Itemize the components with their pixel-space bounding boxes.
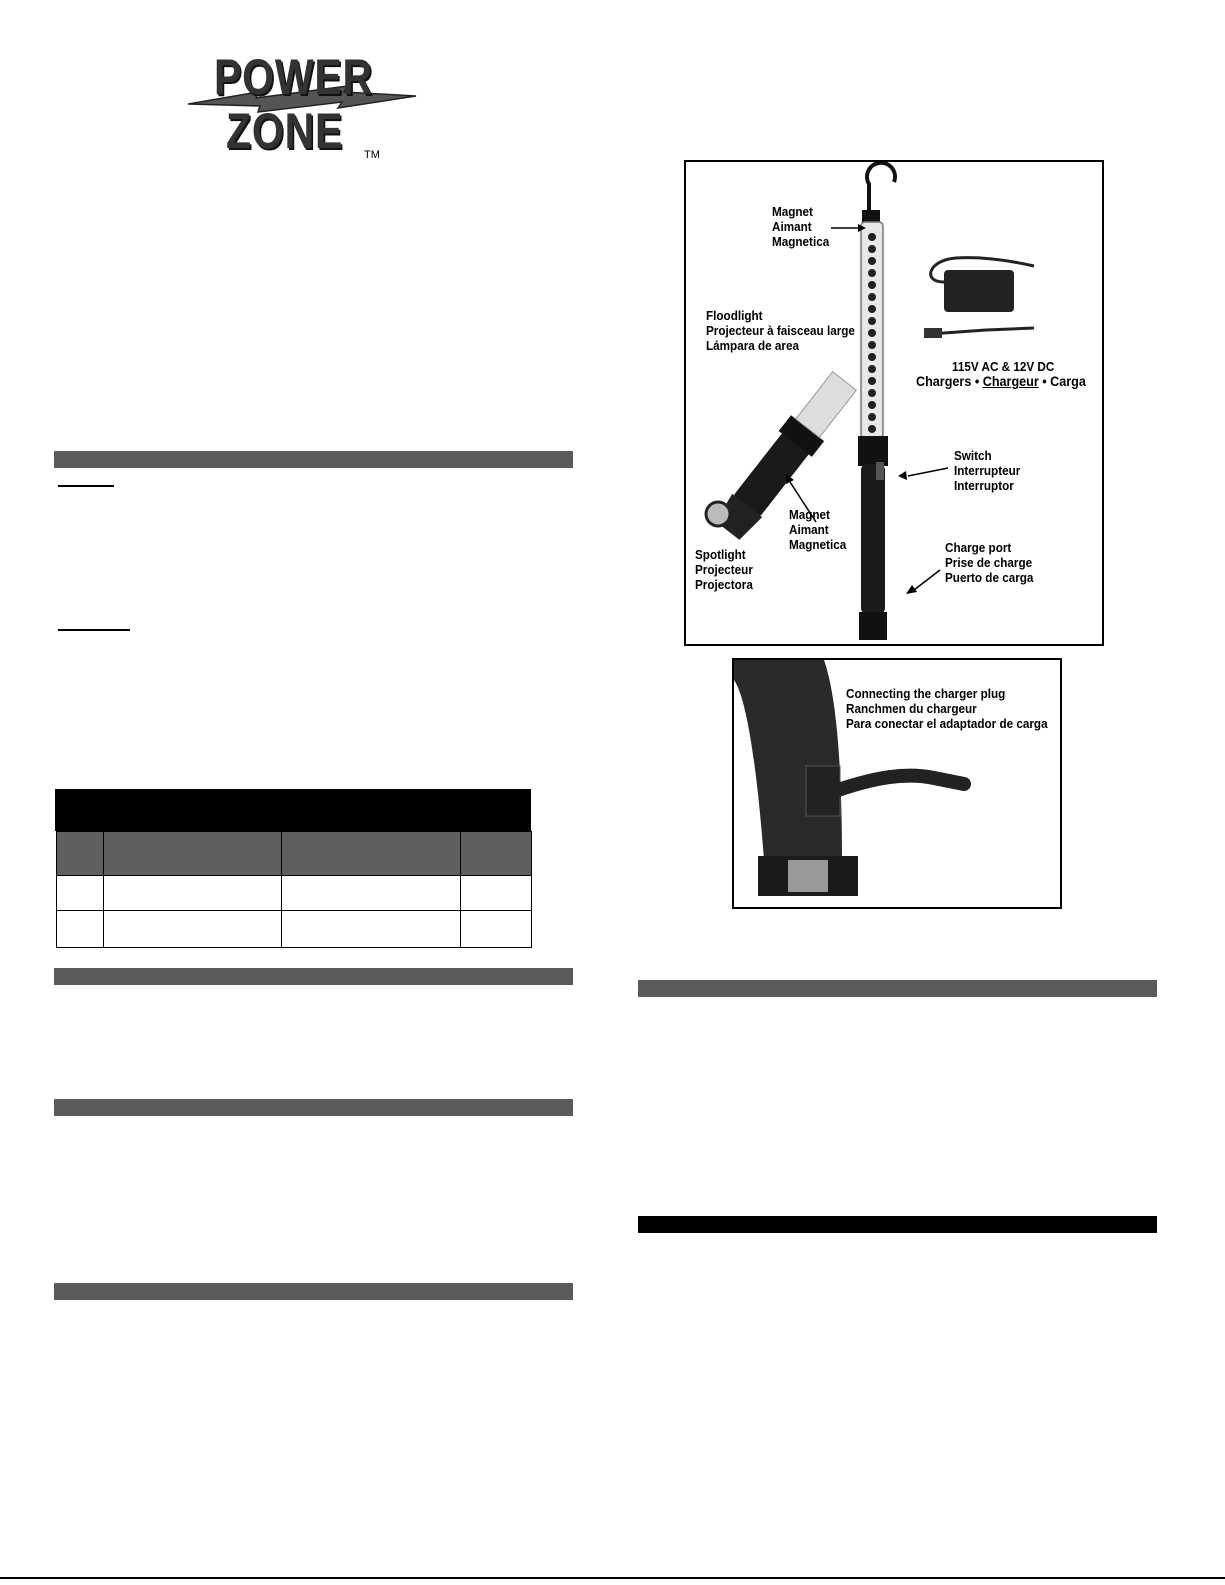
label-line: Projecteur à faisceau large (706, 323, 855, 338)
label-line-underlined: Chargeur (982, 373, 1039, 389)
subheading-underline-1 (58, 485, 114, 487)
label-line: Prise de charge (945, 555, 1033, 570)
table-header-cell (104, 832, 282, 876)
section-bar-right-2 (638, 1216, 1157, 1233)
table-header-cell (282, 832, 461, 876)
table-header-cell (57, 832, 104, 876)
label-line: Magnetica (789, 537, 847, 552)
section-bar-4 (54, 1283, 573, 1300)
power-zone-logo (188, 49, 423, 164)
label-line: Connecting the charger plug (846, 686, 1006, 701)
label-line: Magnet (789, 507, 830, 522)
magnet-side-label (789, 507, 846, 552)
label-line: Para conectar el adaptador de carga (846, 716, 1048, 731)
chargers-label (952, 359, 1054, 374)
label-line: Aimant (789, 522, 829, 537)
label-line: Switch (954, 448, 992, 463)
table-cell (104, 876, 282, 911)
table-header-cell (461, 832, 532, 876)
magnet-top-label (772, 204, 829, 249)
label-line: Lámpara de area (706, 338, 800, 353)
label-line: • Carga (1042, 373, 1086, 389)
label-line: Spotlight (695, 547, 746, 562)
label-line: Aimant (772, 219, 812, 234)
section-bar-1 (54, 451, 573, 468)
table-cell (461, 911, 532, 948)
table-header-row (57, 832, 532, 876)
table-cell (461, 876, 532, 911)
plug-panel-caption (846, 686, 1048, 731)
subheading-underline-2 (58, 629, 130, 631)
spotlight-label (695, 547, 753, 592)
section-bar-right-1 (638, 980, 1157, 997)
label-line: Ranchmen du chargeur (846, 701, 977, 716)
logo-word-power: POWER (214, 49, 374, 105)
table-row (57, 876, 532, 911)
label-line: Interruptor (954, 478, 1014, 493)
label-line: Puerto de carga (945, 570, 1034, 585)
page-bottom-rule (0, 1577, 1225, 1579)
charge-port-label (945, 540, 1033, 585)
table-cell (282, 876, 461, 911)
label-line: Floodlight (706, 308, 763, 323)
section-bar-3 (54, 1099, 573, 1116)
table-cell (57, 876, 104, 911)
section-bar-2 (54, 968, 573, 985)
label-line: Magnetica (772, 234, 830, 249)
logo-word-zone: ZONE (226, 103, 344, 159)
switch-label (954, 448, 1020, 493)
table-cell (282, 911, 461, 948)
label-line: Projecteur (695, 562, 753, 577)
chargers-label-line2 (916, 374, 1086, 389)
charger-plug-panel (732, 658, 1062, 909)
label-line: Magnet (772, 204, 813, 219)
table-cell (57, 911, 104, 948)
label-line: Chargers • (916, 373, 980, 389)
product-diagram-panel (684, 160, 1104, 646)
table-row (57, 911, 532, 948)
table-cell (104, 911, 282, 948)
trademark-symbol: TM (364, 149, 380, 161)
label-line: Interrupteur (954, 463, 1021, 478)
floodlight-label (706, 308, 855, 353)
label-line: Charge port (945, 540, 1012, 555)
label-line: 115V AC & 12V DC (952, 359, 1055, 374)
label-line: Projectora (695, 577, 753, 592)
spec-table (56, 831, 532, 948)
spec-table-title-bar (55, 789, 531, 831)
